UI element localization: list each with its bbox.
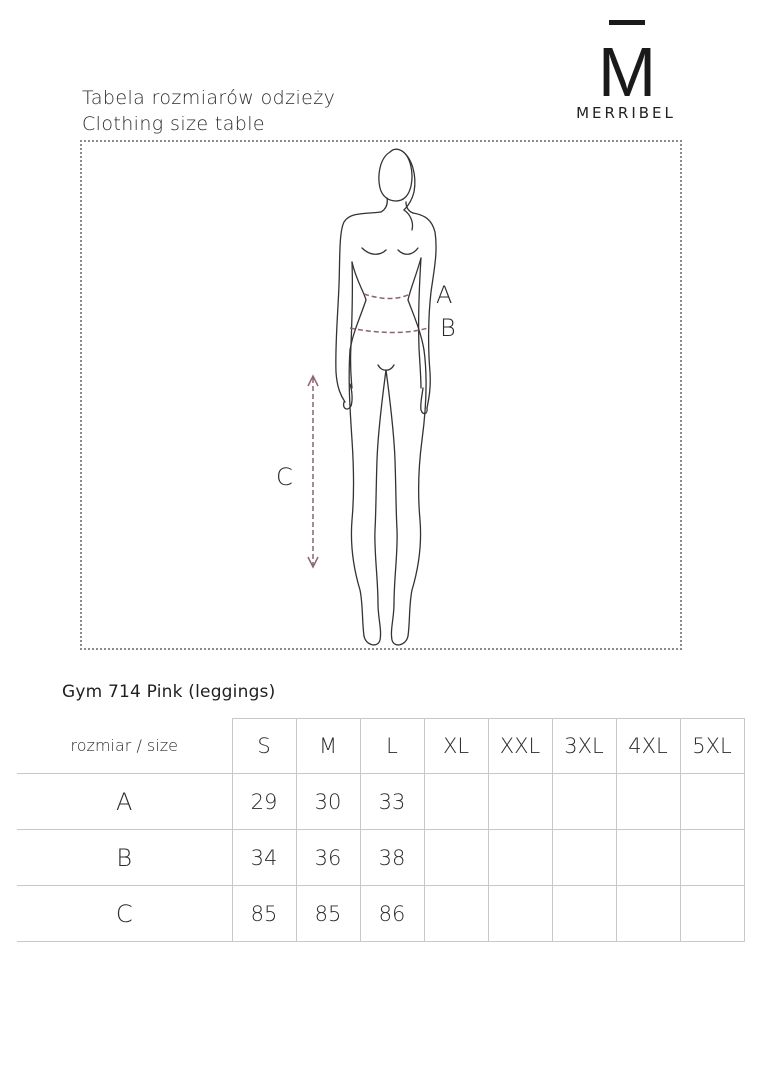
logo-letter: M [597,33,657,111]
size-header-s: S [232,719,296,774]
table-cell: 85 [296,886,360,942]
size-header-label: rozmiar / size [17,719,232,774]
table-cell: 29 [232,774,296,830]
table-cell [616,774,680,830]
table-cell [488,774,552,830]
brand-name: MERRIBEL [576,104,676,122]
size-header-xxl: XXL [488,719,552,774]
table-row [17,774,744,830]
size-header-xl: XL [424,719,488,774]
row-label: A [17,774,232,830]
size-header-4xl: 4XL [616,719,680,774]
row-label: B [17,830,232,886]
table-cell [680,830,744,886]
table-cell: 86 [360,886,424,942]
size-header-3xl: 3XL [552,719,616,774]
size-header-l: L [360,719,424,774]
size-header-5xl: 5XL [680,719,744,774]
table-cell [488,886,552,942]
table-cell [488,830,552,886]
logo-bar [609,20,645,25]
table-cell [552,886,616,942]
heading-pl: Tabela rozmiarów odzieży [82,87,336,109]
table-cell [680,774,744,830]
table-cell [616,886,680,942]
heading-en: Clothing size table [82,113,266,135]
product-title: Gym 714 Pink (leggings) [62,682,276,702]
table-cell: 38 [360,830,424,886]
table-cell: 34 [232,830,296,886]
measure-letter-b: B [440,314,456,342]
size-header-row [17,719,744,774]
table-cell [424,830,488,886]
table-row [17,886,744,942]
table-cell [552,774,616,830]
table-cell [552,830,616,886]
table-cell: 36 [296,830,360,886]
table-cell [616,830,680,886]
size-header-m: M [296,719,360,774]
measure-letter-a: A [436,281,453,309]
measure-letter-c: C [276,463,293,491]
figure-frame [80,140,682,650]
table-cell [424,774,488,830]
table-cell: 85 [232,886,296,942]
table-cell: 30 [296,774,360,830]
table-cell: 33 [360,774,424,830]
size-table [17,718,745,942]
table-row [17,830,744,886]
row-label: C [17,886,232,942]
table-cell [680,886,744,942]
table-cell [424,886,488,942]
